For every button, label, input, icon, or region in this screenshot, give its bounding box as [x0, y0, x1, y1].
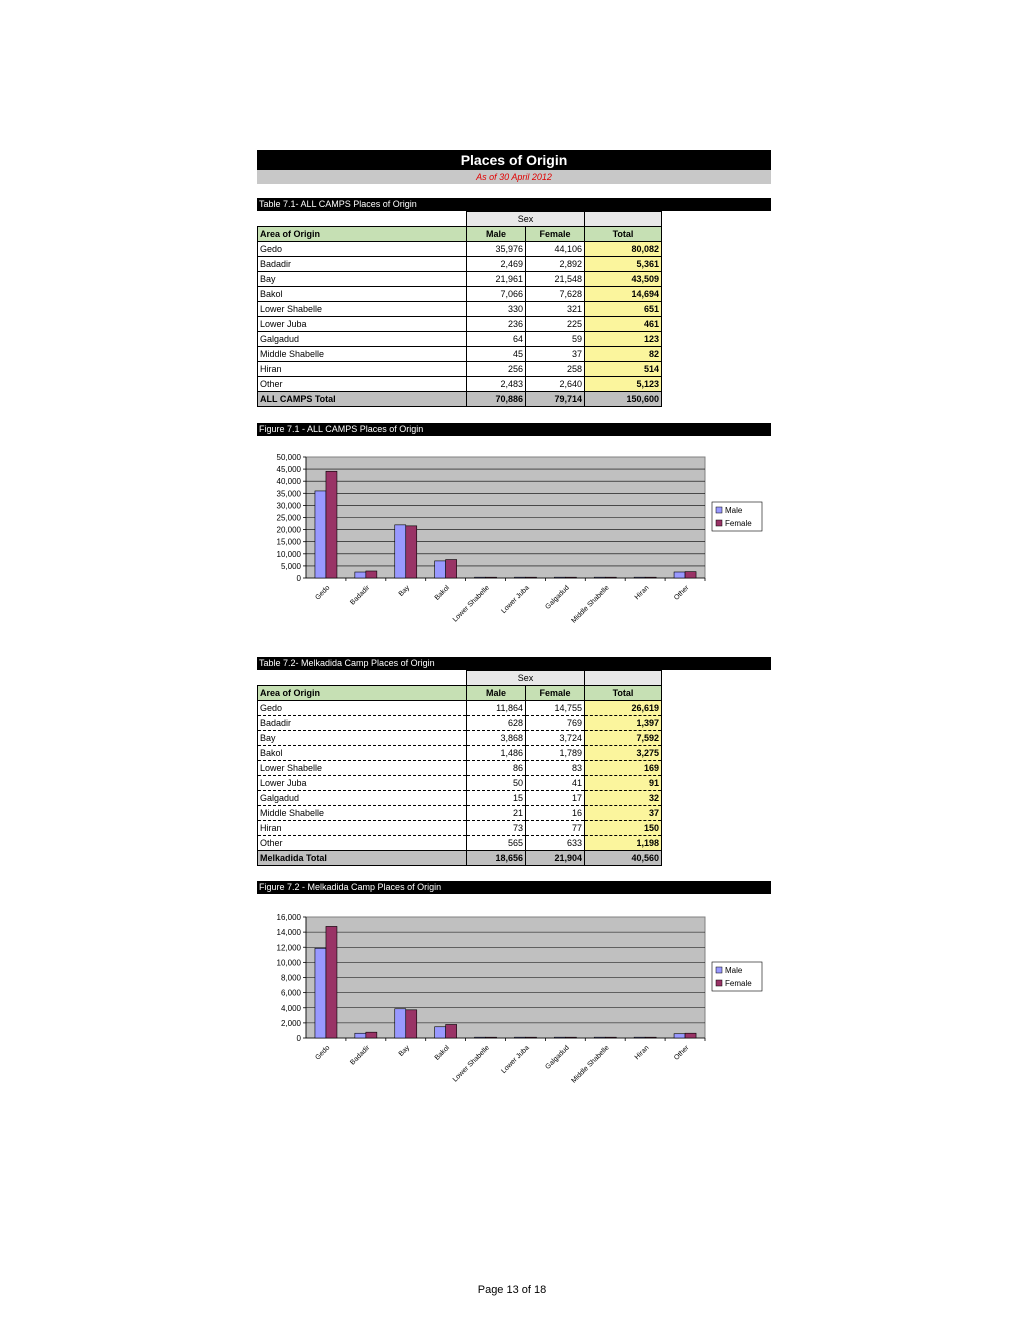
legend-swatch-female	[716, 520, 722, 526]
cell-area: Bakol	[258, 287, 467, 302]
cell-total: 82	[585, 347, 662, 362]
cell-female: 3,724	[526, 731, 585, 746]
table-row	[258, 332, 662, 347]
bar-female	[525, 1037, 536, 1038]
cell-male: 15	[467, 791, 526, 806]
x-tick-label: Bakol	[433, 1044, 452, 1062]
x-tick-label: Galgadud	[544, 1044, 571, 1071]
cell-area: Lower Shabelle	[258, 302, 467, 317]
x-tick-label: Hiran	[633, 584, 651, 602]
cell-male: 565	[467, 836, 526, 851]
cell-total: 169	[585, 761, 662, 776]
cell-male: 330	[467, 302, 526, 317]
bar-male	[554, 1037, 565, 1038]
cell-total: 37	[585, 806, 662, 821]
cell-area: Badadir	[258, 257, 467, 272]
cell-female: 83	[526, 761, 585, 776]
table1-col-area: Area of Origin	[258, 227, 467, 242]
cell-female: 633	[526, 836, 585, 851]
cell-female: 37	[526, 347, 585, 362]
x-tick-label: Bay	[397, 584, 412, 598]
page-subtitle: As of 30 April 2012	[257, 170, 771, 184]
y-tick-label: 30,000	[276, 501, 301, 511]
x-tick-label: Middle Shabelle	[570, 1044, 611, 1085]
x-tick-label: Badadir	[349, 1044, 372, 1067]
y-tick-label: 12,000	[276, 943, 301, 953]
cell-male: 11,864	[467, 701, 526, 716]
cell-male: 236	[467, 317, 526, 332]
table1-spacer	[258, 212, 467, 227]
bar-male	[355, 1033, 366, 1038]
cell-male: 86	[467, 761, 526, 776]
table2-spacer	[258, 671, 467, 686]
x-tick-label: Other	[673, 584, 691, 602]
cell-total: 5,361	[585, 257, 662, 272]
cell-female: 16	[526, 806, 585, 821]
y-tick-label: 14,000	[276, 928, 301, 938]
bar-female	[685, 572, 696, 578]
y-tick-label: 5,000	[280, 561, 301, 571]
y-tick-label: 16,000	[276, 913, 301, 922]
cell-female: 17	[526, 791, 585, 806]
bar-male	[395, 1009, 406, 1038]
table1-header-row	[258, 227, 662, 242]
cell-total: 5,123	[585, 377, 662, 392]
cell-total: 43,509	[585, 272, 662, 287]
cell-total: 651	[585, 302, 662, 317]
table-row	[258, 257, 662, 272]
cell-area: Badadir	[258, 716, 467, 731]
x-tick-label: Gedo	[314, 584, 332, 602]
table2-col-total: Total	[585, 686, 662, 701]
bar-female	[486, 577, 497, 578]
cell-area: Galgadud	[258, 791, 467, 806]
y-tick-label: 40,000	[276, 477, 301, 487]
table-row	[258, 701, 662, 716]
table2-spacer	[585, 671, 662, 686]
legend-label-male: Male	[725, 966, 743, 975]
bar-male	[634, 1037, 645, 1038]
cell-total: 1,397	[585, 716, 662, 731]
cell-female: 7,628	[526, 287, 585, 302]
cell-area: Bakol	[258, 746, 467, 761]
cell-male: 21,961	[467, 272, 526, 287]
table1-col-male: Male	[467, 227, 526, 242]
bar-female	[486, 1037, 497, 1038]
y-tick-label: 50,000	[276, 453, 301, 462]
cell-male: 256	[467, 362, 526, 377]
cell-female: 258	[526, 362, 585, 377]
cell-female: 225	[526, 317, 585, 332]
y-tick-label: 25,000	[276, 513, 301, 523]
figure2-chart	[257, 906, 771, 1126]
table1-col-total: Total	[585, 227, 662, 242]
table2-col-female: Female	[526, 686, 585, 701]
cell-total: 80,082	[585, 242, 662, 257]
bar-male	[355, 572, 366, 578]
y-tick-label: 0	[296, 1034, 301, 1043]
cell-female: 41	[526, 776, 585, 791]
cell-total: 32	[585, 791, 662, 806]
bar-female	[326, 471, 337, 578]
cell-total: 26,619	[585, 701, 662, 716]
cell-total: 150	[585, 821, 662, 836]
cell-area: Bay	[258, 272, 467, 287]
table1-col-female: Female	[526, 227, 585, 242]
cell-female: 2,640	[526, 377, 585, 392]
table-row	[258, 716, 662, 731]
legend-label-female: Female	[725, 979, 752, 988]
table1-caption: Table 7.1- ALL CAMPS Places of Origin	[257, 198, 771, 211]
legend-label-female: Female	[725, 519, 752, 528]
cell-area: Middle Shabelle	[258, 806, 467, 821]
cell-female: 77	[526, 821, 585, 836]
total-total: 40,560	[585, 851, 662, 866]
bar-male	[315, 491, 326, 578]
table1-sex-header: Sex	[467, 212, 585, 227]
cell-male: 2,483	[467, 377, 526, 392]
y-tick-label: 20,000	[276, 525, 301, 535]
legend-swatch-male	[716, 507, 722, 513]
cell-male: 3,868	[467, 731, 526, 746]
table2-header-row	[258, 686, 662, 701]
bar-female	[525, 577, 536, 578]
table-row	[258, 821, 662, 836]
x-tick-label: Hiran	[633, 1044, 651, 1062]
y-tick-label: 10,000	[276, 958, 301, 968]
cell-female: 1,789	[526, 746, 585, 761]
table-row	[258, 347, 662, 362]
cell-female: 321	[526, 302, 585, 317]
cell-area: Hiran	[258, 362, 467, 377]
total-total: 150,600	[585, 392, 662, 407]
x-tick-label: Badadir	[349, 584, 372, 607]
cell-male: 45	[467, 347, 526, 362]
cell-area: Lower Juba	[258, 317, 467, 332]
cell-total: 91	[585, 776, 662, 791]
table-row	[258, 731, 662, 746]
cell-female: 44,106	[526, 242, 585, 257]
bar-female	[326, 926, 337, 1038]
cell-area: Gedo	[258, 701, 467, 716]
bar-female	[605, 1037, 616, 1038]
table-row	[258, 302, 662, 317]
total-row	[258, 392, 662, 407]
table-row	[258, 362, 662, 377]
bar-female	[645, 1037, 656, 1038]
x-tick-label: Lower Juba	[500, 584, 531, 616]
y-tick-label: 15,000	[276, 537, 301, 547]
table2-group-row	[258, 671, 662, 686]
bar-female	[446, 1024, 457, 1038]
x-tick-label: Lower Juba	[500, 1044, 531, 1076]
bar-female	[565, 1037, 576, 1038]
bar-male	[475, 1037, 486, 1038]
table2-sex-header: Sex	[467, 671, 585, 686]
table-row	[258, 746, 662, 761]
bar-female	[605, 577, 616, 578]
bar-female	[645, 577, 656, 578]
table-row	[258, 287, 662, 302]
cell-area: Middle Shabelle	[258, 347, 467, 362]
cell-area: Galgadud	[258, 332, 467, 347]
total-area: Melkadida Total	[258, 851, 467, 866]
legend-label-male: Male	[725, 506, 743, 515]
x-tick-label: Bay	[397, 1044, 412, 1058]
cell-female: 2,892	[526, 257, 585, 272]
bar-male	[514, 1037, 525, 1038]
table-row	[258, 761, 662, 776]
bar-male	[674, 1034, 685, 1038]
total-area: ALL CAMPS Total	[258, 392, 467, 407]
table2-col-male: Male	[467, 686, 526, 701]
bar-male	[315, 948, 326, 1038]
table2-col-area: Area of Origin	[258, 686, 467, 701]
table-row	[258, 317, 662, 332]
bar-female	[406, 526, 417, 578]
page-number: Page 13 of 18	[477, 1284, 547, 1296]
bar-male	[475, 577, 486, 578]
bar-female	[446, 560, 457, 578]
table-row	[258, 791, 662, 806]
cell-total: 14,694	[585, 287, 662, 302]
cell-total: 514	[585, 362, 662, 377]
page-title: Places of Origin	[257, 150, 771, 170]
figure2-caption: Figure 7.2 - Melkadida Camp Places of Origin	[257, 881, 771, 894]
bar-female	[366, 571, 377, 578]
cell-area: Other	[258, 377, 467, 392]
total-female: 79,714	[526, 392, 585, 407]
cell-total: 1,198	[585, 836, 662, 851]
cell-total: 3,275	[585, 746, 662, 761]
cell-female: 59	[526, 332, 585, 347]
cell-area: Hiran	[258, 821, 467, 836]
figure1-chart	[257, 446, 771, 656]
x-tick-label: Galgadud	[544, 584, 571, 611]
y-tick-label: 35,000	[276, 489, 301, 499]
cell-male: 21	[467, 806, 526, 821]
bar-male	[594, 577, 605, 578]
y-tick-label: 10,000	[276, 549, 301, 559]
bar-male	[435, 561, 446, 578]
cell-area: Lower Juba	[258, 776, 467, 791]
cell-area: Bay	[258, 731, 467, 746]
table-row	[258, 377, 662, 392]
cell-male: 64	[467, 332, 526, 347]
table1	[257, 211, 662, 407]
cell-female: 21,548	[526, 272, 585, 287]
total-male: 18,656	[467, 851, 526, 866]
cell-area: Gedo	[258, 242, 467, 257]
bar-female	[685, 1033, 696, 1038]
table-row	[258, 836, 662, 851]
x-tick-label: Bakol	[433, 584, 452, 602]
figure1-caption: Figure 7.1 - ALL CAMPS Places of Origin	[257, 423, 771, 436]
y-tick-label: 0	[296, 574, 301, 583]
cell-female: 769	[526, 716, 585, 731]
bar-male	[594, 1037, 605, 1038]
cell-male: 73	[467, 821, 526, 836]
bar-female	[406, 1010, 417, 1038]
cell-female: 14,755	[526, 701, 585, 716]
table-row	[258, 272, 662, 287]
table1-spacer	[585, 212, 662, 227]
x-tick-label: Lower Shabelle	[451, 584, 491, 624]
x-tick-label: Middle Shabelle	[570, 584, 611, 625]
bar-male	[674, 572, 685, 578]
x-tick-label: Gedo	[314, 1044, 332, 1062]
table-row	[258, 776, 662, 791]
table-row	[258, 242, 662, 257]
total-row	[258, 851, 662, 866]
cell-area: Other	[258, 836, 467, 851]
table-row	[258, 806, 662, 821]
cell-male: 7,066	[467, 287, 526, 302]
y-tick-label: 8,000	[280, 973, 301, 983]
y-tick-label: 4,000	[280, 1003, 301, 1013]
cell-total: 7,592	[585, 731, 662, 746]
total-male: 70,886	[467, 392, 526, 407]
cell-total: 123	[585, 332, 662, 347]
cell-male: 2,469	[467, 257, 526, 272]
table1-group-row	[258, 212, 662, 227]
y-tick-label: 45,000	[276, 465, 301, 475]
legend-swatch-female	[716, 980, 722, 986]
x-tick-label: Lower Shabelle	[451, 1044, 491, 1084]
bar-female	[366, 1032, 377, 1038]
cell-male: 50	[467, 776, 526, 791]
cell-total: 461	[585, 317, 662, 332]
cell-male: 35,976	[467, 242, 526, 257]
y-tick-label: 6,000	[280, 988, 301, 998]
bar-male	[634, 577, 645, 578]
bar-male	[514, 577, 525, 578]
x-tick-label: Other	[673, 1044, 691, 1062]
bar-female	[565, 577, 576, 578]
bar-male	[435, 1027, 446, 1038]
legend-swatch-male	[716, 967, 722, 973]
bar-male	[395, 525, 406, 578]
table2	[257, 670, 662, 866]
bar-male	[554, 577, 565, 578]
y-tick-label: 2,000	[280, 1018, 301, 1028]
cell-male: 1,486	[467, 746, 526, 761]
cell-area: Lower Shabelle	[258, 761, 467, 776]
total-female: 21,904	[526, 851, 585, 866]
table2-caption: Table 7.2- Melkadida Camp Places of Origin	[257, 657, 771, 670]
cell-male: 628	[467, 716, 526, 731]
